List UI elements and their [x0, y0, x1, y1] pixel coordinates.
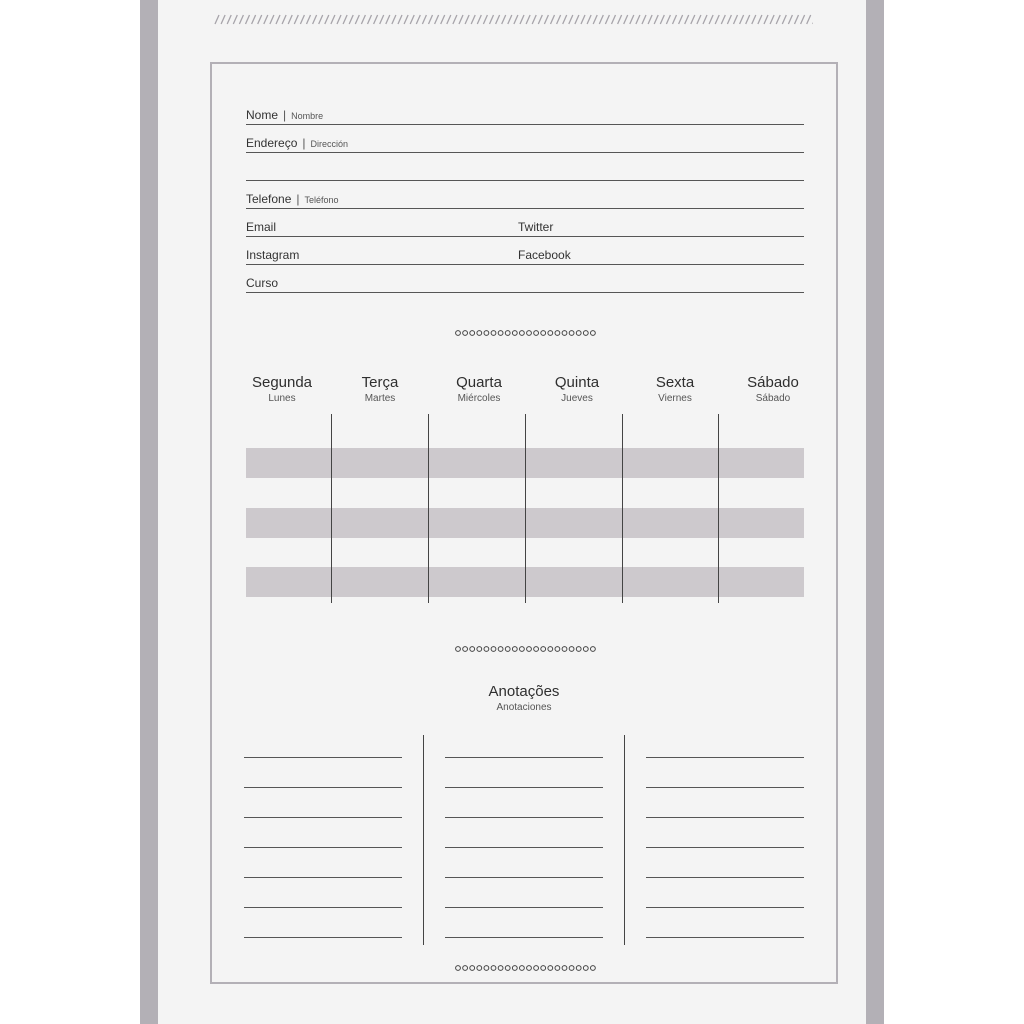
notes-line[interactable]	[646, 787, 804, 788]
notes-column-divider	[423, 735, 424, 945]
notes-line[interactable]	[445, 817, 603, 818]
notes-subtitle: Anotaciones	[496, 702, 552, 713]
notes-title: Anotações	[488, 683, 560, 700]
day-header-saturday	[723, 374, 823, 404]
notes-line[interactable]	[244, 937, 402, 938]
name-field[interactable]: Nome | Nombre	[246, 106, 804, 125]
name-label: Nome	[246, 108, 279, 122]
day-name: Segunda	[251, 374, 313, 391]
course-label: Curso	[246, 276, 279, 290]
notes-line[interactable]	[646, 847, 804, 848]
twitter-label: Twitter	[518, 220, 554, 234]
dot-divider-top	[455, 329, 597, 337]
notes-line[interactable]	[244, 877, 402, 878]
notes-line[interactable]	[244, 907, 402, 908]
phone-field[interactable]: Telefone | Teléfono	[246, 190, 804, 209]
schedule-column-divider	[331, 414, 332, 603]
notes-line[interactable]	[244, 847, 402, 848]
day-subname: Martes	[364, 393, 396, 404]
instagram-facebook-field[interactable]	[246, 246, 804, 265]
schedule-column-divider	[428, 414, 429, 603]
schedule-column-divider	[525, 414, 526, 603]
notes-line[interactable]	[646, 937, 804, 938]
schedule-column-divider	[622, 414, 623, 603]
day-subname: Lunes	[268, 393, 296, 404]
day-header-friday	[625, 374, 725, 404]
day-name: Sexta	[655, 374, 695, 391]
day-subname: Viernes	[658, 393, 692, 404]
email-label: Email	[246, 220, 277, 234]
notes-line[interactable]	[445, 787, 603, 788]
notes-line[interactable]	[646, 757, 804, 758]
instagram-label: Instagram	[246, 248, 300, 262]
notes-line[interactable]	[244, 817, 402, 818]
address-sublabel: Dirección	[310, 139, 349, 149]
notes-line[interactable]	[646, 817, 804, 818]
schedule-column-divider	[718, 414, 719, 603]
right-side-bar	[866, 0, 884, 1024]
notes-line[interactable]	[445, 907, 603, 908]
course-field[interactable]	[246, 274, 804, 293]
day-name: Quarta	[456, 374, 502, 391]
notes-heading	[424, 683, 624, 713]
day-header-tuesday	[330, 374, 430, 404]
notes-line[interactable]	[445, 937, 603, 938]
notes-line[interactable]	[244, 757, 402, 758]
day-name: Quinta	[554, 374, 600, 391]
facebook-label: Facebook	[518, 248, 571, 262]
left-side-bar	[140, 0, 158, 1024]
day-header-wednesday	[429, 374, 529, 404]
notes-line[interactable]	[646, 907, 804, 908]
address-line-2[interactable]	[246, 162, 804, 181]
notes-line[interactable]	[244, 787, 402, 788]
dot-divider-middle	[455, 645, 597, 653]
notes-line[interactable]	[646, 877, 804, 878]
day-name: Sábado	[747, 374, 799, 391]
phone-label: Telefone	[246, 192, 292, 206]
day-name: Terça	[361, 374, 399, 391]
day-subname: Miércoles	[457, 393, 501, 404]
day-header-thursday	[527, 374, 627, 404]
notes-line[interactable]	[445, 757, 603, 758]
hatch-decoration	[213, 14, 813, 26]
phone-sublabel: Teléfono	[304, 195, 339, 205]
notes-line[interactable]	[445, 877, 603, 878]
name-sublabel: Nombre	[291, 111, 324, 121]
notes-column-divider	[624, 735, 625, 945]
address-label: Endereço	[246, 136, 298, 150]
address-field[interactable]: Endereço | Dirección	[246, 134, 804, 153]
dot-divider-bottom	[455, 964, 597, 972]
day-subname: Jueves	[561, 393, 593, 404]
day-header-monday	[232, 374, 332, 404]
notes-line[interactable]	[445, 847, 603, 848]
email-twitter-field[interactable]	[246, 218, 804, 237]
day-subname: Sábado	[755, 393, 791, 404]
